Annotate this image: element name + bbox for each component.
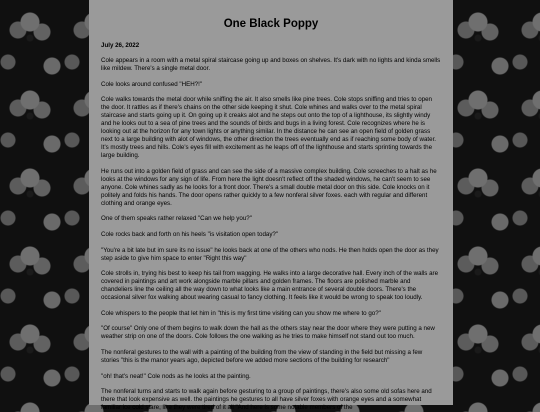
paragraph: Cole rocks back and forth on his heels "is visitation open today?"	[101, 230, 279, 238]
paragraph: Cole whispers to the people that let him in "this is my first time visiting can you show me where to go?"	[101, 309, 381, 317]
paragraph: The nonferal gestures to the wall with a painting of the building from the view of standing in the field but missing a few stories "this is the manor years ago, depicted before we added more sections of the building for research"	[101, 348, 423, 364]
post-date: July 26, 2022	[101, 42, 140, 49]
paragraph: One of them speaks rather relaxed "Can we help you?"	[101, 215, 252, 223]
post-title: One Black Poppy	[223, 18, 319, 30]
paragraph: Cole looks around confused "HEH?!"	[101, 80, 203, 88]
journal-post	[89, 0, 453, 412]
paragraph: Cole walks towards the metal door while sniffing the air. It also smells like pine trees. Cole stops sniffing and tries to open the door. It rattles as if there's chains on the other side keeping it shut. Cole whines and walks over to the metal spiral staircase and starts going up it. On going up it creaks alot and he steps out onto the top of a lighthouse, its slightly windy and he looks out to a sea of pine trees and the sounds of birds and bugs in a living forest. Cole recognizes where he is looking out at the horizon for any town lights or anything similar. In the distance he can see an open field of golden grass next to a large building with alot of windows, the other direction the trees eventually end as if reaching some body of water. It's mostly trees and hills. Cole's eyes fill with excitement as he leaps off of the lighthouse and starts sprinting towards the large building.	[101, 96, 437, 160]
paragraph: "You're a bit late but im sure its no issue" he looks back at one of the others who nods. He then holds open the door as they step aside to give him space to enter "Right this way"	[101, 246, 439, 262]
post-body	[101, 57, 441, 412]
paragraph: Cole appears in a room with a metal spiral staircase going up and boxes on shelves. It's dark with no lights and kinda smells like mildew. There's a single metal door.	[101, 57, 441, 72]
paragraph: "oh! that's neat!" Cole nods as he looks at the painting.	[101, 372, 251, 380]
paragraph: Cole strolls in, trying his best to keep his tail from wagging. He walks into a large decorative hall. Every inch of the walls are covered in paintings and art work alongside marble pillars and golden frames. The floors are polished marble and chandeliers line the ceiling all the way down to what looks like a main entrance of several double doors. There's the occasional silver fox walking about wearing casual to fancy clothing. It feels like it would be wrong to speak too loudly.	[101, 270, 439, 302]
paragraph: The nonferal turns and starts to walk again before gesturing to a group of paintings, there's also some old sofas here and there that look expensive as well. the paintings he gestures to all have silver foxes with orange eyes and a somewhat familiar ice cold stare, like they were tired of it all "And here is some notable members of the	[101, 388, 432, 412]
paragraph: He runs out into a golden field of grass and can see the side of a massive complex building. Cole screeches to a halt as he looks at the windows for any sign of life. From here the light doesn't reflect off the shaded windows, he can't seem to see anyone. Cole whines sadly as he looks for a front door. There's a small double metal door on this side. Cole knocks on it politely and folds his hands. The door opens rather quickly to a few nonferal silver foxes. each with regular and different clothing and orange eyes.	[101, 167, 437, 207]
paragraph: "Of course" Only one of them begins to walk down the hall as the others stay near the door where they were putting a new weather strip on one of the doors. Cole follows the one walking as he tries to make himself not stand out too much.	[101, 325, 435, 341]
